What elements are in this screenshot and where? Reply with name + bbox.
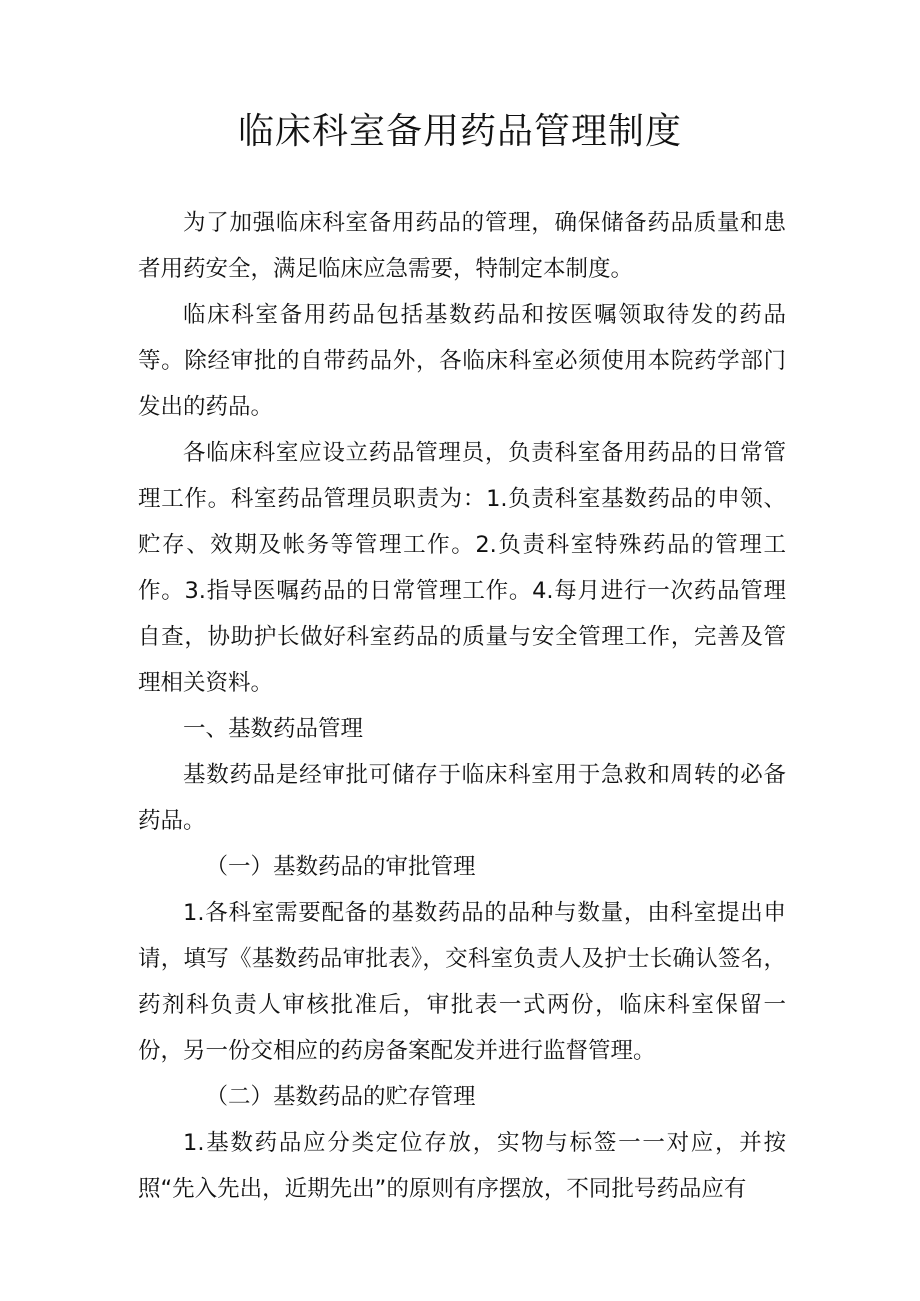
paragraph-drug-manager-duties: 各临床科室应设立药品管理员，负责科室备用药品的日常管理工作。科室药品管理员职责为：1.负责科室基数药品的申领、贮存、效期及帐务等管理工作。2.负责科室特殊药品的管理工作。3.指导医嘱药品的日常管理工作。4.每月进行一次药品管理自查，协助护长做好科室药品的质量与安全管理工作，完善及管理相关资料。: [138, 440, 786, 696]
document-title: 临床科室备用药品管理制度: [237, 111, 682, 152]
paragraph-purpose: 为了加强临床科室备用药品的管理，确保储备药品质量和患者用药安全，满足临床应急需要，特制定本制度。: [138, 210, 786, 282]
paragraph-scope: 临床科室备用药品包括基数药品和按医嘱领取待发的药品等。除经审批的自带药品外，各临床科室必须使用本院药学部门发出的药品。: [138, 302, 786, 420]
paragraph-approval-procedure: 1.各科室需要配备的基数药品的品种与数量，由科室提出申请，填写《基数药品审批表》，交科室负责人及护士长确认签名，药剂科负责人审核批准后，审批表一式两份，临床科室保留一份，另一份交相应的药房备案配发并进行监督管理。: [138, 900, 786, 1064]
section-heading-base-drugs: 一、基数药品管理: [183, 716, 364, 742]
paragraph-base-drugs-definition: 基数药品是经审批可储存于临床科室用于急救和周转的必备药品。: [138, 762, 786, 834]
subsection-heading-storage: （二）基数药品的贮存管理: [205, 1084, 476, 1110]
subsection-heading-approval: （一）基数药品的审批管理: [205, 854, 476, 880]
paragraph-storage-rules: 1.基数药品应分类定位存放，实物与标签一一对应，并按照“先入先出，近期先出”的原则有序摆放，不同批号药品应有: [138, 1130, 786, 1202]
document-body: [138, 200, 786, 1212]
